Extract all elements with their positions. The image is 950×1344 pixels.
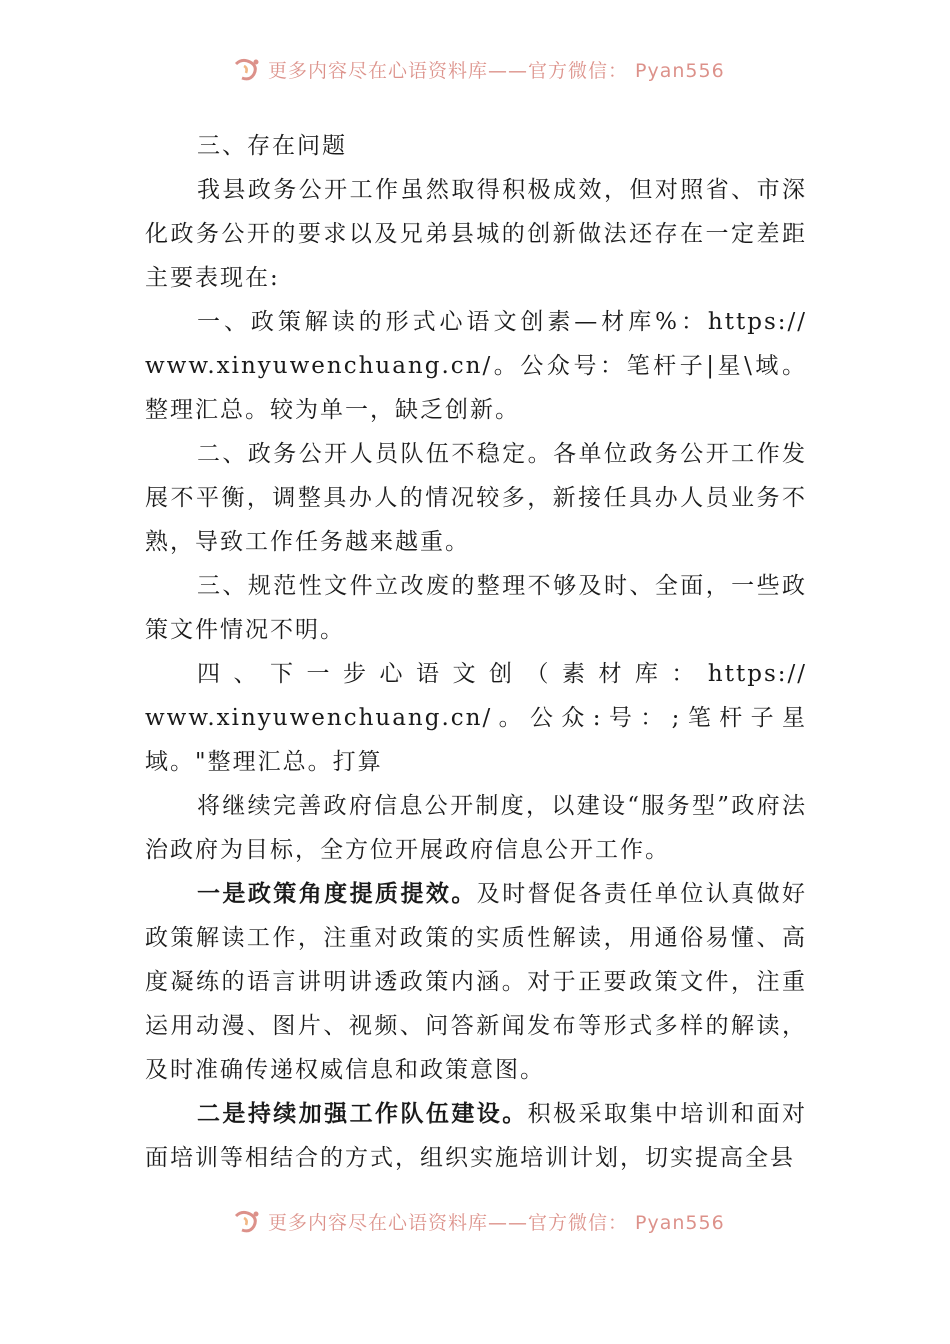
logo-icon [232, 1206, 262, 1236]
section-heading: 四、下一步心语文创（素材库：https:// [197, 661, 807, 687]
watermark-text: 更多内容尽在心语资料库——官方微信： Pyan556 [268, 1211, 725, 1234]
logo-icon [232, 54, 262, 84]
paragraph: www.xinyuwenchuang.cn/。公众号：笔杆子|星\域。整理汇总。较为单一，缺乏创新。 [145, 353, 807, 423]
paragraph: 我县政务公开工作虽然取得积极成效，但对照省、市深化政务公开的要求以及兄弟县城的创新做法还存在一定差距主要表现在: [145, 177, 807, 291]
paragraph-lead: 二是持续加强工作队伍建设。 [197, 1100, 528, 1127]
watermark-text: 更多内容尽在心语资料库——官方微信： Pyan556 [268, 59, 725, 82]
paragraph: www.xinyuwenchuang.cn/。公众:号：;笔杆子星域。"整理汇总。打算 [145, 705, 807, 775]
paragraph [145, 872, 807, 1092]
paragraph: 二、政务公开人员队伍不稳定。各单位政务公开工作发展不平衡，调整具办人的情况较多，新接任具办人员业务不熟，导致工作任务越来越重。 [145, 441, 807, 555]
footer-watermark [232, 1206, 725, 1236]
header-watermark [232, 54, 725, 84]
paragraph [145, 1092, 807, 1180]
paragraph: 一、政策解读的形式心语文创素—材库%：https:// [197, 309, 807, 335]
paragraph-lead: 一是政策角度提质提效。 [197, 880, 477, 907]
paragraph: 三、规范性文件立改废的整理不够及时、全面，一些政策文件情况不明。 [145, 573, 807, 643]
paragraph: 将继续完善政府信息公开制度，以建设“服务型”政府法治政府为目标，全方位开展政府信息公开工作。 [145, 793, 807, 863]
paragraph-body: 及时督促各责任单位认真做好政策解读工作，注重对政策的实质性解读，用通俗易懂、高度凝练的语言讲明讲透政策内涵。对于正要政策文件，注重运用动漫、图片、视频、问答新闻发布等形式多样的解读，及时准确传递权威信息和政策意图。 [145, 881, 808, 1083]
section-heading: 三、存在问题 [197, 133, 347, 159]
paragraph-body: 积极采取集中培训和面对面培训等相结合的方式，组织实施培训计划，切实提高全县 [145, 1101, 808, 1171]
document-body [145, 124, 807, 1180]
